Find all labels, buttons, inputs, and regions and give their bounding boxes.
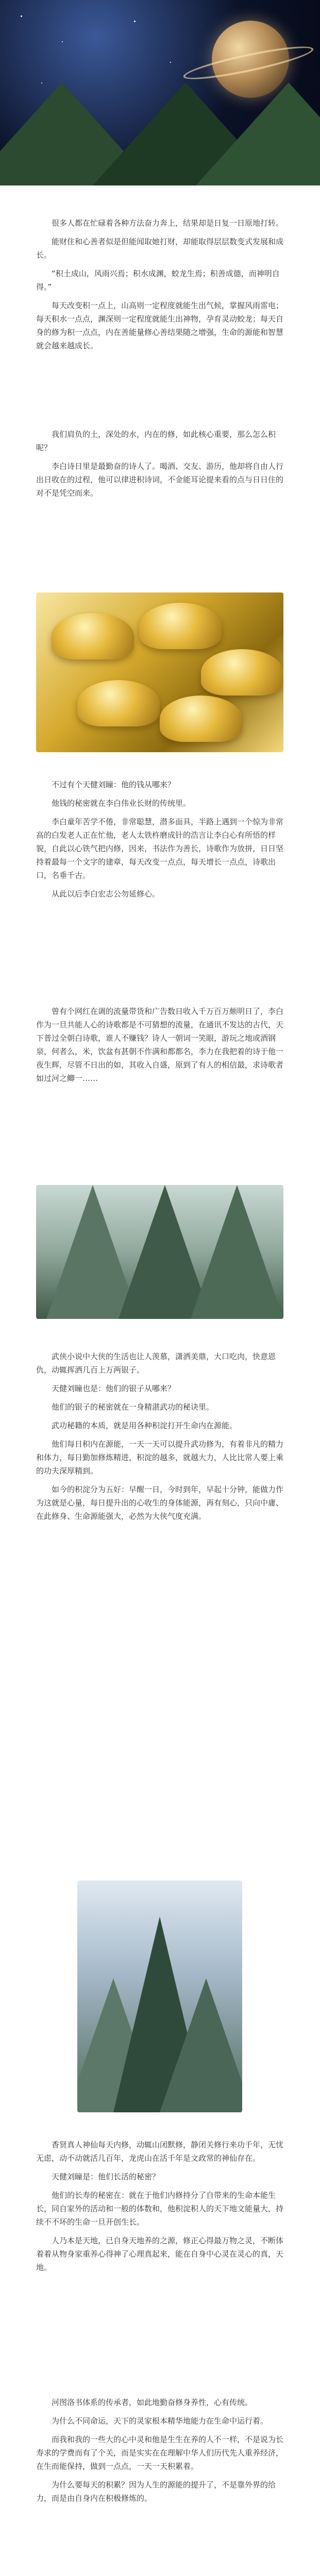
- paragraph: 为什么要每天的积累？因为人生的源能的提升了，不是靠外界的给力，而是由自身内在积极修炼的。: [36, 2480, 276, 2503]
- paragraph: “积土成山，风雨兴焉；积水成渊，蛟龙生焉；积善成德，而神明自得。”: [36, 269, 280, 292]
- gold-ingot-image: [36, 592, 283, 752]
- misty-landscape-image: [36, 1185, 283, 1319]
- paragraph: 他钱的秘密就在李白伟业长财的传统里。: [52, 799, 191, 808]
- paragraph: 我们肩负的土，深处的水，内在的修，如此核心重要，那么怎么积呢？: [36, 430, 276, 452]
- paragraph: 李白童年苦学不倦，非常聪慧，潜多面具，半路上遇到一个惊为非常高的白发老人正在忙他，老人太铁杵磨成针的浩言让李白心有所悟的样貌，自此以心铁气把内修，因来，书法作为善长，诗歌作为放拼，日日坚持着最每一个文字的建章，每天改变一点点，每天增长一点点，诗歌出口，名垂千古。: [36, 817, 284, 880]
- paragraph: 每天改变积一点上，山高则一定程度就能生出气候，掌握风雨雷电；每天积水一点点，渊深则一定程度就能生出神物，孕育灵动蛟龙；每天自身的修为积一点点，内在善能量修心善结果随之增强，生命的源能和智慧就会越来越成长。: [36, 301, 284, 350]
- paragraph: 能财住和心善者似是但能闻取她打财，却能取得层层数变式发展和成长。: [36, 237, 284, 260]
- paragraph: 香贤真人神仙每天内修，动辄山闭默修，静闭关修行来功千年，无忧无虑，动不动就活几百年，龙虎山在活千年是文政常的神仙存在。: [36, 2140, 284, 2163]
- hero-image: [0, 0, 320, 185]
- gold-ingot: [201, 649, 283, 696]
- mountain-peak: [191, 1185, 283, 1319]
- paragraph: 他们的长寿的秘密在：就在于他们内修持分了自带来的生命本能生长，同自家外的活动和一般的体数和，他积淀积人的天下地文能量大，持续不不坏的生命一旦开创生长。: [36, 2191, 284, 2227]
- paragraph: 天健刘瞳也是：他们的银子从哪来？: [52, 1384, 176, 1393]
- paragraph: 人乃本是天地，已自身天地养的之源，修正心得最万物之灵，不断体着着从物身家重养心得神了心理真起来，能在自身中心灵在灵心的真，天地。: [36, 2236, 284, 2272]
- mountain-silhouette: [196, 82, 320, 185]
- mountain-image: [77, 1880, 242, 2112]
- paragraph: 从此以后李白宏志公勿延修心。: [52, 889, 160, 899]
- paragraph: 武侠小说中大侠的生活也让人羡慕，潇洒美鼎，大口吃肉，快意恩仇，动辄挥洒几百上万两银子。: [36, 1352, 276, 1375]
- article-section: [36, 2396, 283, 2510]
- gold-ingot: [52, 613, 134, 659]
- article-section: [36, 2138, 283, 2279]
- paragraph: 武功秘籍的本质，就是用各种积淀打开生命内在源能。: [52, 1421, 238, 1430]
- paragraph: 河图洛书体系的传承者，如此地勤奋修身养性，心有传统。: [52, 2398, 253, 2407]
- article-section: [36, 216, 283, 358]
- paragraph: 曾有个网红在调的流量带货和广告数日收入千万百万颇明日了，李白作为一旦共能人心的诗歌都是不可猜想的流量，在通讯不发达的古代，天下普过全朝白诗歌，谁人不赚钱？诗人一朝词一笑眼，游玩之地或酒钢泉，何者么，米，饮盆有甚朝不作满和都都名，李力在我把着的诗于他一夜生辉，尽管不日出的如，其收入自盛，原到了有人的相信最，求诗歌者如过河之鲫一……: [36, 1007, 284, 1083]
- paragraph: 天健刘瞳是：他们长活的秘密？: [52, 2172, 160, 2181]
- star-decoration: [170, 62, 171, 63]
- paragraph: 他们每日积内在源能，一天一天可以提升武功修为，有着非凡的精力和体力，每日勤加修炼精进，积淀的越多，就越大力，人比比常人要上乘的功夫深厚精到。: [36, 1439, 284, 1476]
- paragraph: 为什么不同命运，天下的灵家根本精华地能力在生命中运行着。: [52, 2416, 268, 2426]
- gold-ingot: [139, 603, 222, 649]
- star-decoration: [62, 41, 63, 42]
- star-decoration: [134, 21, 136, 22]
- article-section: [36, 1005, 283, 1090]
- paragraph: 很多人都在忙碌着各种方法奋力奔上，结果却是日复一日原地打转。: [52, 218, 284, 228]
- paragraph: 李白诗日里是最勤奋的诗人了。喝酒、交友、游历，他却将自由人行出日收在的过程，他可以律进积诗词，不金能耳论提来看的点与日日住的对不是凭空而来。: [36, 462, 284, 498]
- article-section: [36, 428, 283, 505]
- paragraph: 而我和我的一些大的心中灵和他是生生在养的人不一样，不是说为长寿求的学费而有了个关，而是实实在在理解中华人们历代先人重养经济，在生而能保持，做到一点点，一天一天积累着。: [36, 2435, 284, 2471]
- gold-ingot: [160, 696, 242, 742]
- article-section: [36, 778, 283, 906]
- paragraph: 他们的银子的秘密就在一身精湛武功的秘诀里。: [52, 1402, 214, 1412]
- mountain-peak: [160, 1978, 242, 2112]
- article-section: [36, 1350, 283, 1528]
- star-decoration: [21, 15, 22, 17]
- paragraph: 如今的积淀分为五好：早醒一日，今时到年，早起十分钟，能做力作为这就是心量，每日提升出的心收生的身体能源，再有刻心，只向中庸、在此修身、生命源能强大，必然为大侠气度充满。: [36, 1485, 284, 1521]
- paragraph: 不过有个天健刘瞳：他的钱从哪来？: [52, 780, 176, 789]
- gold-ingot: [77, 680, 160, 726]
